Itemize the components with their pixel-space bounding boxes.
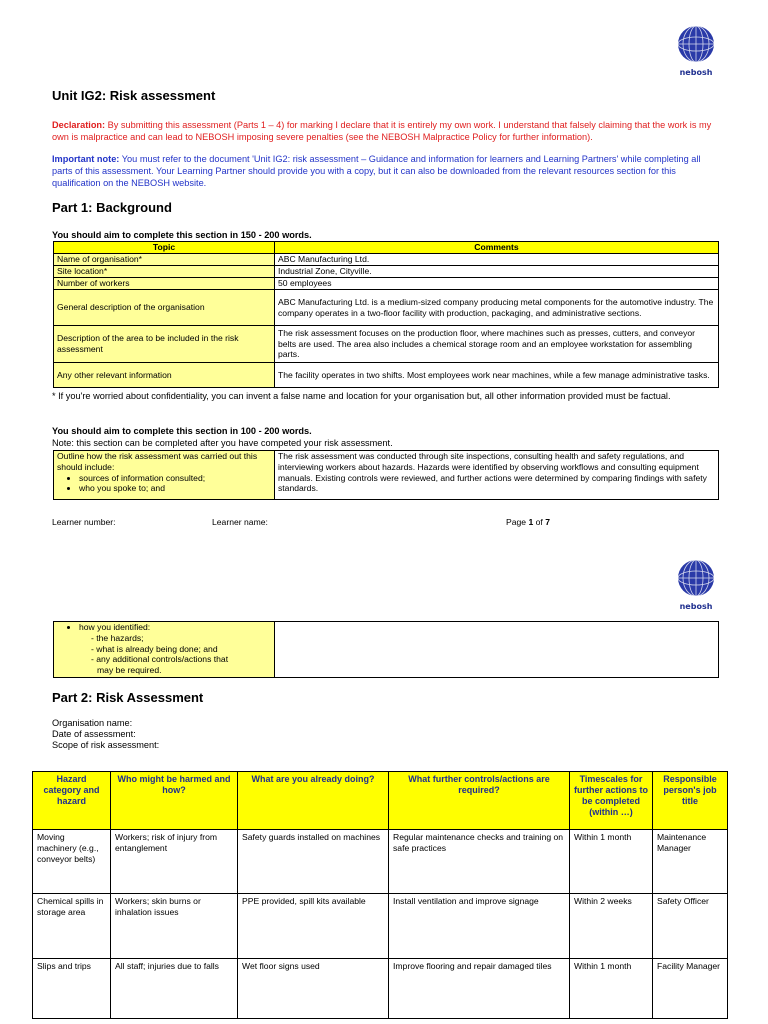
topic-cell: Any other relevant information	[54, 363, 275, 388]
outline-table	[53, 450, 719, 500]
harmed-cell[interactable]: Workers; risk of injury from entanglement	[111, 830, 238, 894]
harmed-cell[interactable]: All staff; injuries due to falls	[111, 959, 238, 1019]
topic-cell: Name of organisation*	[54, 254, 275, 266]
note-label: Important note:	[52, 154, 120, 164]
further-cell[interactable]: Install ventilation and improve signage	[389, 894, 570, 959]
important-note	[52, 154, 722, 189]
harmed-cell[interactable]: Workers; skin burns or inhalation issues	[111, 894, 238, 959]
cont-line: - what is already being done; and	[91, 643, 218, 654]
doing-cell[interactable]: PPE provided, spill kits available	[238, 894, 389, 959]
responsible-cell[interactable]: Safety Officer	[653, 894, 728, 959]
comment-cell[interactable]: ABC Manufacturing Ltd.	[275, 254, 719, 266]
comment-cell[interactable]: The facility operates in two shifts. Most employees work near machines, while a few manage administrative tasks.	[275, 363, 719, 388]
further-cell[interactable]: Regular maintenance checks and training on safe practices	[389, 830, 570, 894]
hazard-cell[interactable]: Chemical spills in storage area	[33, 894, 111, 959]
cont-line: - any additional controls/actions that	[91, 654, 229, 665]
risk-assessment-table	[32, 771, 728, 1019]
col-header-timescales: Timescales for further actions to be completed (within …)	[570, 772, 653, 830]
list-item: • how you identified:	[79, 622, 271, 633]
list-item: • who you spoke to; and	[79, 483, 271, 494]
timescale-cell[interactable]: Within 2 weeks	[570, 894, 653, 959]
hazard-cell[interactable]: Slips and trips	[33, 959, 111, 1019]
outline-prompt	[54, 451, 275, 500]
declaration-label: Declaration:	[52, 120, 106, 130]
timescale-cell[interactable]: Within 1 month	[570, 959, 653, 1019]
col-header-doing: What are you already doing?	[238, 772, 389, 830]
outline-prompt-cont	[54, 622, 275, 678]
topic-cell: Site location*	[54, 266, 275, 278]
col-header-topic: Topic	[54, 242, 275, 254]
cont-line: - the hazards;	[91, 632, 144, 643]
aim-instruction-2: You should aim to complete this section in 100 - 200 words.	[52, 426, 312, 436]
scope-label: Scope of risk assessment:	[52, 740, 160, 750]
doing-cell[interactable]: Wet floor signs used	[238, 959, 389, 1019]
note-text: You must refer to the document 'Unit IG2: risk assessment – Guidance and information for learners and Learning Partners' while completing all parts of this assessment. Your Learning Partner should provide you with a copy, but it can also be downloaded from the relevant resources section for this qualification on the NEBOSH website.	[52, 154, 701, 188]
declaration-text: By submitting this assessment (Parts 1 – 4) for marking I declare that it is entirely my own work. I understand that falsely claiming that the work is my own is malpractice and can lead to NEBOSH imposing severe penalties (see the NEBOSH Malpractice Policy for further information).	[52, 120, 712, 142]
part2-heading: Part 2: Risk Assessment	[52, 690, 204, 705]
topic-cell: Description of the area to be included in the risk assessment	[54, 326, 275, 363]
col-header-hazard: Hazard category and hazard	[33, 772, 111, 830]
declaration	[52, 120, 722, 144]
globe-icon	[676, 558, 716, 598]
aim-instruction-1: You should aim to complete this section in 150 - 200 words.	[52, 230, 312, 240]
outline-continuation-table	[53, 621, 719, 678]
col-header-responsible: Responsible person's job title	[653, 772, 728, 830]
learner-number-label: Learner number:	[52, 517, 116, 527]
nebosh-logo	[674, 24, 718, 84]
comment-cell[interactable]: ABC Manufacturing Ltd. is a medium-sized company producing metal components for the automotive industry. The company operates in a two-floor facility with production, packaging, and administrative sections.	[275, 290, 719, 326]
responsible-cell[interactable]: Maintenance Manager	[653, 830, 728, 894]
doing-cell[interactable]: Safety guards installed on machines	[238, 830, 389, 894]
timescale-cell[interactable]: Within 1 month	[570, 830, 653, 894]
comment-cell[interactable]: 50 employees	[275, 278, 719, 290]
topic-cell: Number of workers	[54, 278, 275, 290]
part1-heading: Part 1: Background	[52, 200, 172, 215]
responsible-cell[interactable]: Facility Manager	[653, 959, 728, 1019]
table-row	[33, 959, 728, 1019]
footnote: * If you're worried about confidentiality, you can invent a false name and location for your organisation but, all other information provided must be factual.	[52, 391, 671, 401]
table-row	[33, 894, 728, 959]
outline-answer[interactable]: The risk assessment was conducted through site inspections, consulting health and safety regulations, and interviewing workers about hazards. Hazards were identified by observing workflows and consulting equipment manuals. Existing controls were reviewed, and further actions were determined by comparing findings with safety standards.	[275, 451, 719, 500]
note-2: Note: this section can be completed after you have competed your risk assessment.	[52, 438, 393, 448]
page-indicator: Page 1 of 7	[506, 517, 550, 527]
date-label: Date of assessment:	[52, 729, 136, 739]
col-header-comments: Comments	[275, 242, 719, 254]
comment-cell[interactable]: Industrial Zone, Cityville.	[275, 266, 719, 278]
outline-bullets	[57, 473, 271, 495]
logo-text: nebosh	[679, 602, 713, 611]
further-cell[interactable]: Improve flooring and repair damaged tiles	[389, 959, 570, 1019]
cont-line: may be required.	[97, 665, 162, 676]
page-title: Unit IG2: Risk assessment	[52, 88, 216, 103]
topic-cell: General description of the organisation	[54, 290, 275, 326]
col-header-further: What further controls/actions are required?	[389, 772, 570, 830]
outline-intro: Outline how the risk assessment was carried out this should include:	[57, 451, 258, 472]
hazard-cell[interactable]: Moving machinery (e.g., conveyor belts)	[33, 830, 111, 894]
nebosh-logo	[674, 558, 718, 618]
learner-name-label: Learner name:	[212, 517, 268, 527]
outline-answer-cont[interactable]	[275, 622, 719, 678]
table-row	[33, 830, 728, 894]
col-header-harmed: Who might be harmed and how?	[111, 772, 238, 830]
logo-text: nebosh	[679, 68, 713, 77]
list-item: • sources of information consulted;	[79, 473, 271, 484]
org-name-label: Organisation name:	[52, 718, 133, 728]
background-table	[53, 241, 719, 388]
globe-icon	[676, 24, 716, 64]
comment-cell[interactable]: The risk assessment focuses on the production floor, where machines such as presses, cutters, and conveyor belts are used. The area also includes a chemical storage room and an employee workstation for assembling parts.	[275, 326, 719, 363]
